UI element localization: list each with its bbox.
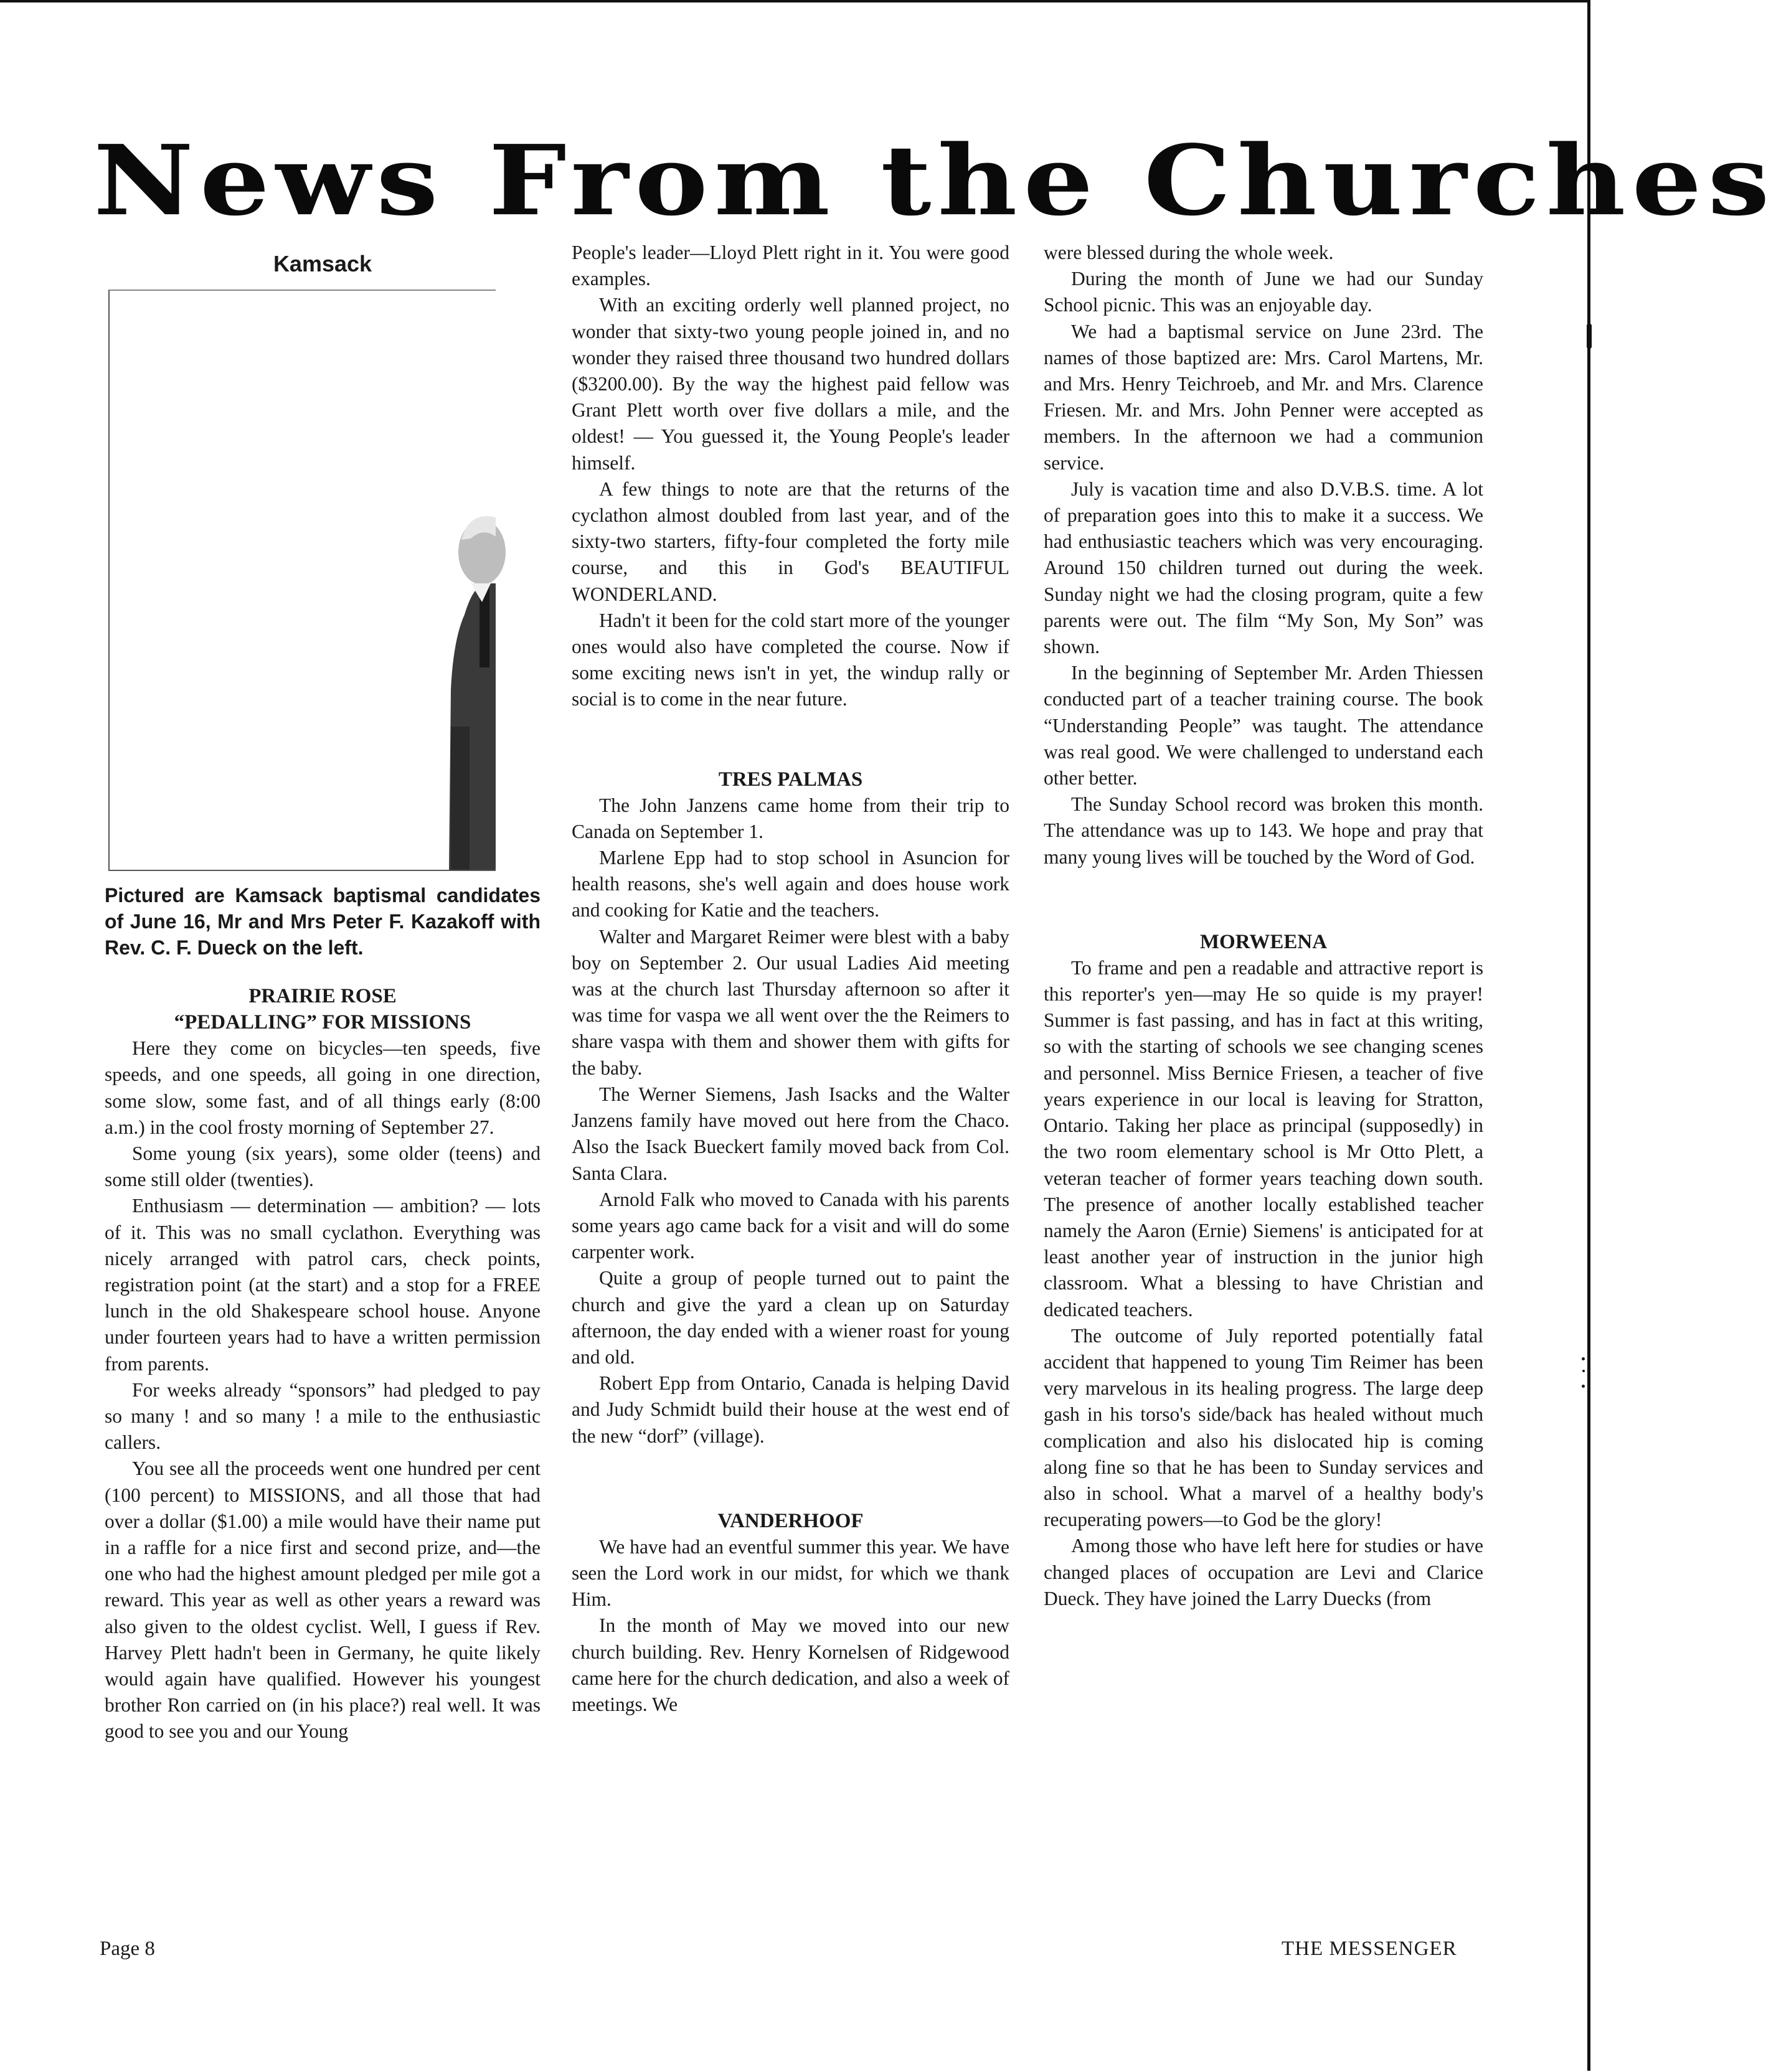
article-paragraph: We had a baptismal service on June 23rd. The names of those baptized are: Mrs. Carol Martens, Mr. and Mrs. Henry Teichroeb, and Mr. and Mrs. Clarence Friesen. Mr. and Mrs. John Penner were accepted as members. In the afternoon we had a communion service. — [1044, 320, 1483, 474]
publication-name: THE MESSENGER — [1282, 1938, 1457, 1960]
photo-caption: Pictured are Kamsack baptismal candidates of June 16, Mr and Mrs Peter F. Kazakoff with Rev. C. F. Dueck on the left. — [105, 884, 541, 959]
kamsack-photo — [108, 290, 496, 871]
article-paragraph: Arnold Falk who moved to Canada with his parents some years ago came back for a visit and will do some carpenter work. — [572, 1188, 1009, 1263]
article-paragraph: July is vacation time and also D.V.B.S. time. A lot of preparation goes into this to make it a success. We had enthusiastic teachers which was very encouraging. Around 150 children turned out during the week. Sunday night we had the closing program, quite a few parents were out. The film “My Son, My Son” was shown. — [1044, 478, 1483, 658]
heading-tres-palmas: TRES PALMAS — [718, 768, 863, 791]
article-paragraph: A few things to note are that the returns of the cyclathon almost doubled from last year, and of the sixty-two starters, fifty-four completed the forty mile course, and this in God's BEAUTIFUL WONDERLAND. — [572, 478, 1009, 605]
article-paragraph-continued: People's leader—Lloyd Plett right in it. You were good examples. — [572, 242, 1009, 290]
article-paragraph: To frame and pen a readable and attractive report is this reporter's yen—may He so quide is my prayer! Summer is fast passing, and has in fact at this writing, so with the starting of schools we see changing scenes and personnel. Miss Bernice Friesen, a teacher of five years experience in our local is leaving for Stratton, Ontario. Taking her place as principal (supposedly) in the two room elementary school is Mr Otto Plett, a veteran teacher of former years teaching down south. The presence of another locally established teacher namely the Aaron (Ernie) Siemens' is anticipated for at least another year of instruction in the junior high classroom. What a blessing to have Christian and dedicated teachers. — [1044, 956, 1483, 1321]
article-paragraph: With an exciting orderly well planned project, no wonder that sixty-two young people joined in, and no wonder they raised three thousand two hundred dollars ($3200.00). By the way the highest paid fellow was Grant Plett worth over five dollars a mile, and the oldest! — You guessed it, the Young People's leader himself. — [572, 294, 1009, 474]
article-paragraph: During the month of June we had our Sunday School picnic. This was an enjoyable day. — [1044, 268, 1483, 316]
article-paragraph: You see all the proceeds went one hundred per cent (100 percent) to MISSIONS, and all those that had over a dollar ($1.00) a mile would have their name put in a raffle for a nice first and second prize, and—the one who had the highest amount pledged per mile got a reward. This year as well as other years a reward was also given to the oldest cyclist. Well, I guess if Rev. Harvey Plett hadn't been in Germany, he quite likely would again have qualified. However his youngest brother Ron carried on (in his place?) real well. It was good to see you and our Young — [105, 1457, 541, 1743]
article-paragraph: Among those who have left here for studies or have changed places of occupation are Levi and Clarice Dueck. They have joined the Larry Duecks (from — [1044, 1535, 1483, 1609]
scan-speck — [1587, 324, 1592, 349]
heading-vanderhoof: VANDERHOOF — [717, 1509, 864, 1532]
page-title: News From the Churches — [93, 123, 1776, 238]
article-paragraph: The John Janzens came home from their trip to Canada on September 1. — [572, 794, 1009, 842]
scan-speck — [1582, 1385, 1585, 1388]
subheading-pedalling: “PEDALLING” FOR MISSIONS — [174, 1011, 471, 1034]
article-paragraph: In the month of May we moved into our new church building. Rev. Henry Kornelsen of Ridgewood came here for the church dedication, and also a week of meetings. We — [572, 1614, 1009, 1715]
article-paragraph: Marlene Epp had to stop school in Asuncion for health reasons, she's well again and does house work and cooking for Katie and the teachers. — [572, 847, 1009, 921]
scan-speck — [1582, 1357, 1585, 1360]
article-paragraph: Enthusiasm — determination — ambition? — lots of it. This was no small cyclathon. Everything was nicely arranged with patrol cars, check points, registration point (at the start) and a stop for a FREE lunch in the old Shakespeare school house. Anyone under fourteen years had to have a written permission from parents. — [105, 1195, 541, 1375]
column-1 — [105, 240, 541, 1745]
heading-morweena: MORWEENA — [1199, 930, 1328, 953]
column-2 — [572, 240, 1009, 1718]
section-label-kamsack: Kamsack — [273, 251, 372, 276]
article-paragraph-continued: were blessed during the whole week. — [1044, 242, 1334, 263]
page-number: Page 8 — [100, 1938, 155, 1960]
article-paragraph: Here they come on bicycles—ten speeds, five speeds, and one speeds, all going in one direction, some slow, some fast, and of all things early (8:00 a.m.) in the cool frosty morning of September 27. — [105, 1037, 541, 1138]
article-paragraph: The Werner Siemens, Jash Isacks and the Walter Janzens family have moved out here from the Chaco. Also the Isack Bueckert family moved back from Col. Santa Clara. — [572, 1083, 1009, 1184]
article-paragraph: Walter and Margaret Reimer were blest with a baby boy on September 2. Our usual Ladies Aid meeting was at the church last Thursday afternoon so after it was time for vaspa we all went over the the Reimers to share vaspa with them and shower them with gifts for the baby. — [572, 925, 1009, 1079]
article-paragraph: The outcome of July reported potentially fatal accident that happened to young Tim Reimer has been very marvelous in its healing progress. The large deep gash in his torso's side/back has healed without much complication and also his dislocated hip is coming along fine so that he has been to Sunday services and also in school. What a marvel of a healthy body's recuperating powers—to God be the glory! — [1044, 1324, 1483, 1531]
heading-prairie-rose: PRAIRIE ROSE — [248, 985, 397, 1008]
article-paragraph: Some young (six years), some older (teens) and some still older (twenties). — [105, 1142, 541, 1191]
article-paragraph: For weeks already “sponsors” had pledged to pay so many ! and so many ! a mile to the enthusiastic callers. — [105, 1378, 541, 1454]
article-paragraph: Quite a group of people turned out to paint the church and give the yard a clean up on Saturday afternoon, the day ended with a wiener roast for young and old. — [572, 1267, 1009, 1368]
article-paragraph: We have had an eventful summer this year. We have seen the Lord work in our midst, for which we thank Him. — [572, 1535, 1009, 1611]
article-paragraph: Robert Epp from Ontario, Canada is helping David and Judy Schmidt build their house at the west end of the new “dorf” (village). — [572, 1372, 1009, 1447]
article-paragraph: Hadn't it been for the cold start more of the younger ones would also have completed the course. Now if some exciting news isn't in yet, the windup rally or social is to come in the near future. — [572, 609, 1009, 710]
column-3 — [1044, 240, 1483, 1612]
scan-speck — [1582, 1370, 1585, 1372]
article-paragraph: The Sunday School record was broken this month. The attendance was up to 143. We hope and pray that many young lives will be touched by the Word of God. — [1044, 793, 1483, 868]
article-paragraph: In the beginning of September Mr. Arden Thiessen conducted part of a teacher training course. The book “Understanding People” was taught. The attendance was real good. We were challenged to understand each other better. — [1044, 662, 1483, 789]
